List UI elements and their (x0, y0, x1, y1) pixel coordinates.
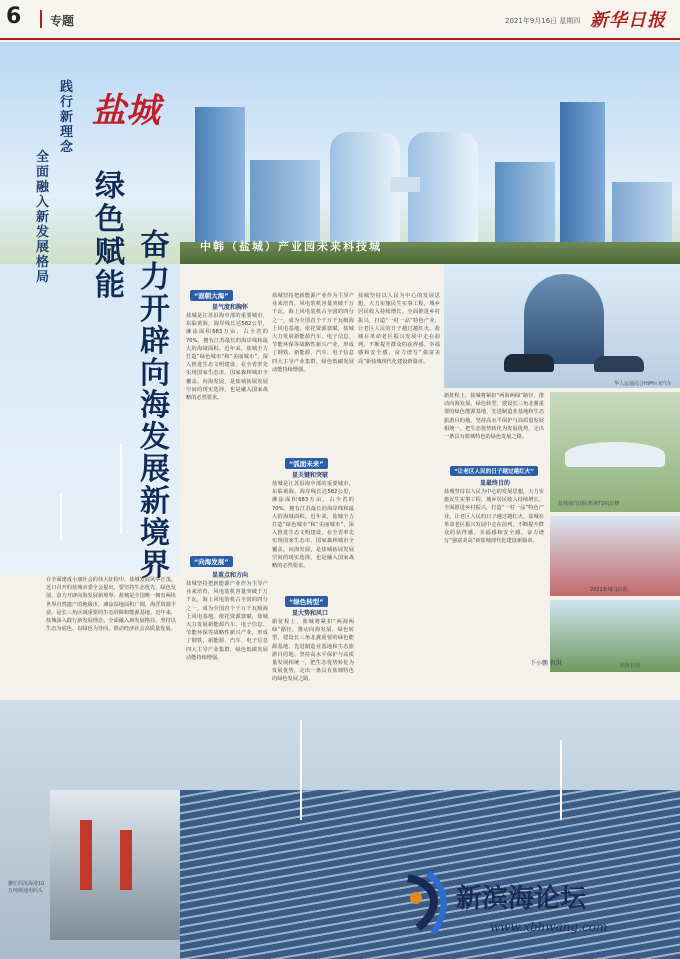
building (495, 162, 555, 242)
kicker-line-a: 践行新理念 (60, 80, 74, 155)
page-header (0, 0, 680, 40)
car-photo (444, 264, 680, 388)
wind-turbine (120, 444, 122, 534)
showroom-building (524, 274, 604, 364)
port-photo (50, 790, 180, 940)
section-divider (40, 10, 42, 28)
body-column-c: 盐城坚持以人民为中心的发展思想，大力实施民生实事工程，城乡居民收入持续增长。全面推进乡村振兴，打造“一村一品”特色产业，让老区人民的日子越过越红火。盐城在革命老区振兴发展中走在前列，不断提升群众的获得感、幸福感和安全感，奋力谱写“强富美高”新盐城现代化建设新篇章。 (358, 293, 440, 365)
section-title: 显重点和方向 (212, 572, 249, 579)
section-title: 显大势和风口 (292, 610, 329, 617)
port-crane (80, 820, 92, 890)
terminal-building (565, 442, 665, 467)
section-title: 显最终目的 (480, 480, 511, 487)
kicker-line-b: 全面融入新发展格局 (36, 150, 50, 285)
body-column-b: 盐城坚持把新能源产业作为主导产业来培育，风电装机容量突破千万千瓦，海上风电装机占全国的四分之一，成为全国首个千万千瓦级海上风电基地。依托资源禀赋，盐城大力发展新能源汽车、电子信息、节能环保等战略性新兴产业，形成了钢铁、新能源、汽车、电子信息四大主导产业集群，绿色低碳发展动能持续增强。 (272, 293, 354, 373)
section-title: 显关键和突破 (292, 472, 329, 479)
car (504, 354, 554, 372)
author-byline: 下小鹏 祝洪 (530, 660, 562, 667)
newspaper-masthead: 新华日报 (590, 10, 666, 31)
watermark-url: www.xbhwang.com (490, 920, 608, 934)
airport-photo (550, 392, 680, 512)
section-tag: “绿色转型” (285, 596, 328, 607)
building (560, 102, 605, 242)
city-name: 盐城 (92, 91, 160, 131)
lake-caption: 滨海长堤 (620, 663, 641, 669)
building-bridge (390, 177, 420, 192)
body-column-b3: 新征程上，盐城将紧扣“两海两绿”路径，推动向海发展、绿色转型，建设长三角北翼重要的绿色能源基地、先进制造业基地和生态旅游目的地。坚持高水平保护与高质量发展相统一，把生态优势转化为发展优势，走出一条具有盐城特色的绿色发展之路。 (272, 619, 354, 683)
body-column-e: 盐城坚持以人民为中心的发展思想，大力实施民生实事工程，城乡居民收入持续增长。全面推进乡村振兴，打造“一村一品”特色产业，让老区人民的日子越过越红火。盐城在革命老区振兴发展中走在前列，不断提升群众的获得感、幸福感和安全感，奋力谱写“强富美高”新盐城现代化建设新篇章。 (444, 489, 544, 545)
page-number: 6 (6, 4, 22, 29)
port-caption: 繁忙的滨海港10万吨级通用码头 (8, 881, 45, 894)
forum-logo-icon (398, 868, 454, 938)
headline-title-a: 绿色赋能 (95, 169, 125, 303)
park-banner: 中韩（盐城）产业园未来科技城 (200, 240, 382, 253)
headline-title-b: 奋力开辟向海发展新境界 (140, 228, 170, 583)
body-column-a: 盐城是江苏沿海中部的重要城市，东临黄海，海岸线长达582公里，滩涂面积683万亩，占全省的70%，拥有江苏最长的海岸线和最大的海域面积。近年来，盐城全力打造“绿色城市”和“美丽城市”，深入推进生态文明建设，在全省率先实现国家生态市、国家森林城市全覆盖。向海发展，是盐城拓展发展空间的现实选择，也是融入国家战略的必然要求。 (186, 313, 268, 402)
body-column-left: 在全面建成小康社会的伟大征程中，盐城发展风华正茂。近日召开的盐城市委全会提出，要坚持生态优先、绿色发展，奋力开辟向海发展新境界。盐城是全国唯一拥有两块世界自然遗产的地级市，滩涂湿地面积广阔，海洋资源丰富，是长三角区域重要的生态屏障和能源基地。近年来，盐城深入践行新发展理念，全面融入新发展格局，坚持以生态为底色、以绿色为导向，推动经济社会高质量发展。 (46, 577, 176, 633)
watermark-title: 新滨海论坛 (456, 884, 587, 914)
car-caption: 华人运通高合HiPhi X汽车 (614, 381, 672, 387)
marathon-caption: 2021盐城马拉松 (590, 587, 628, 593)
body-column-b2: 盐城是江苏沿海中部的重要城市，东临黄海，海岸线长达582公里，滩涂面积683万亩，占全省的70%，拥有江苏最长的海岸线和最大的海域面积。近年来，盐城全力打造“绿色城市”和“美丽城市”，深入推进生态文明建设，在全省率先实现国家生态市、国家森林城市全覆盖。向海发展，是盐城拓展发展空间的现实选择，也是融入国家战略的必然要求。 (272, 481, 354, 570)
wind-turbine (560, 740, 562, 820)
section-name: 专题 (50, 14, 75, 28)
section-tag: “弧面未来” (285, 458, 328, 469)
lake-photo (550, 600, 680, 672)
section-title: 显气度和胸怀 (212, 304, 249, 311)
issue-date: 2021年9月16日 星期四 (505, 17, 581, 25)
body-column-a2: 盐城坚持把新能源产业作为主导产业来培育，风电装机容量突破千万千瓦，海上风电装机占全国的四分之一，成为全国首个千万千瓦级海上风电基地。依托资源禀赋，盐城大力发展新能源汽车、电子信息、节能环保等战略性新兴产业，形成了钢铁、新能源、汽车、电子信息四大主导产业集群，绿色低碳发展动能持续增强。 (186, 581, 268, 661)
building (250, 160, 320, 242)
building (612, 182, 672, 242)
airport-caption: 盐城南洋国际机场T2航站楼 (558, 501, 620, 507)
section-tag: “向海发展” (190, 556, 233, 567)
building (195, 107, 245, 242)
section-tag: “面朝大海” (190, 290, 233, 301)
section-tag: “让老区人民的日子越过越红火” (450, 466, 538, 476)
port-crane (120, 830, 132, 890)
marathon-photo (550, 516, 680, 596)
wind-turbine (60, 494, 62, 539)
body-column-d: 新征程上，盐城将紧扣“两海两绿”路径，推动向海发展、绿色转型，建设长三角北翼重要的绿色能源基地、先进制造业基地和生态旅游目的地。坚持高水平保护与高质量发展相统一，把生态优势转化为发展优势，走出一条具有盐城特色的绿色发展之路。 (444, 393, 544, 441)
wind-turbine (300, 720, 302, 820)
car (594, 356, 644, 372)
